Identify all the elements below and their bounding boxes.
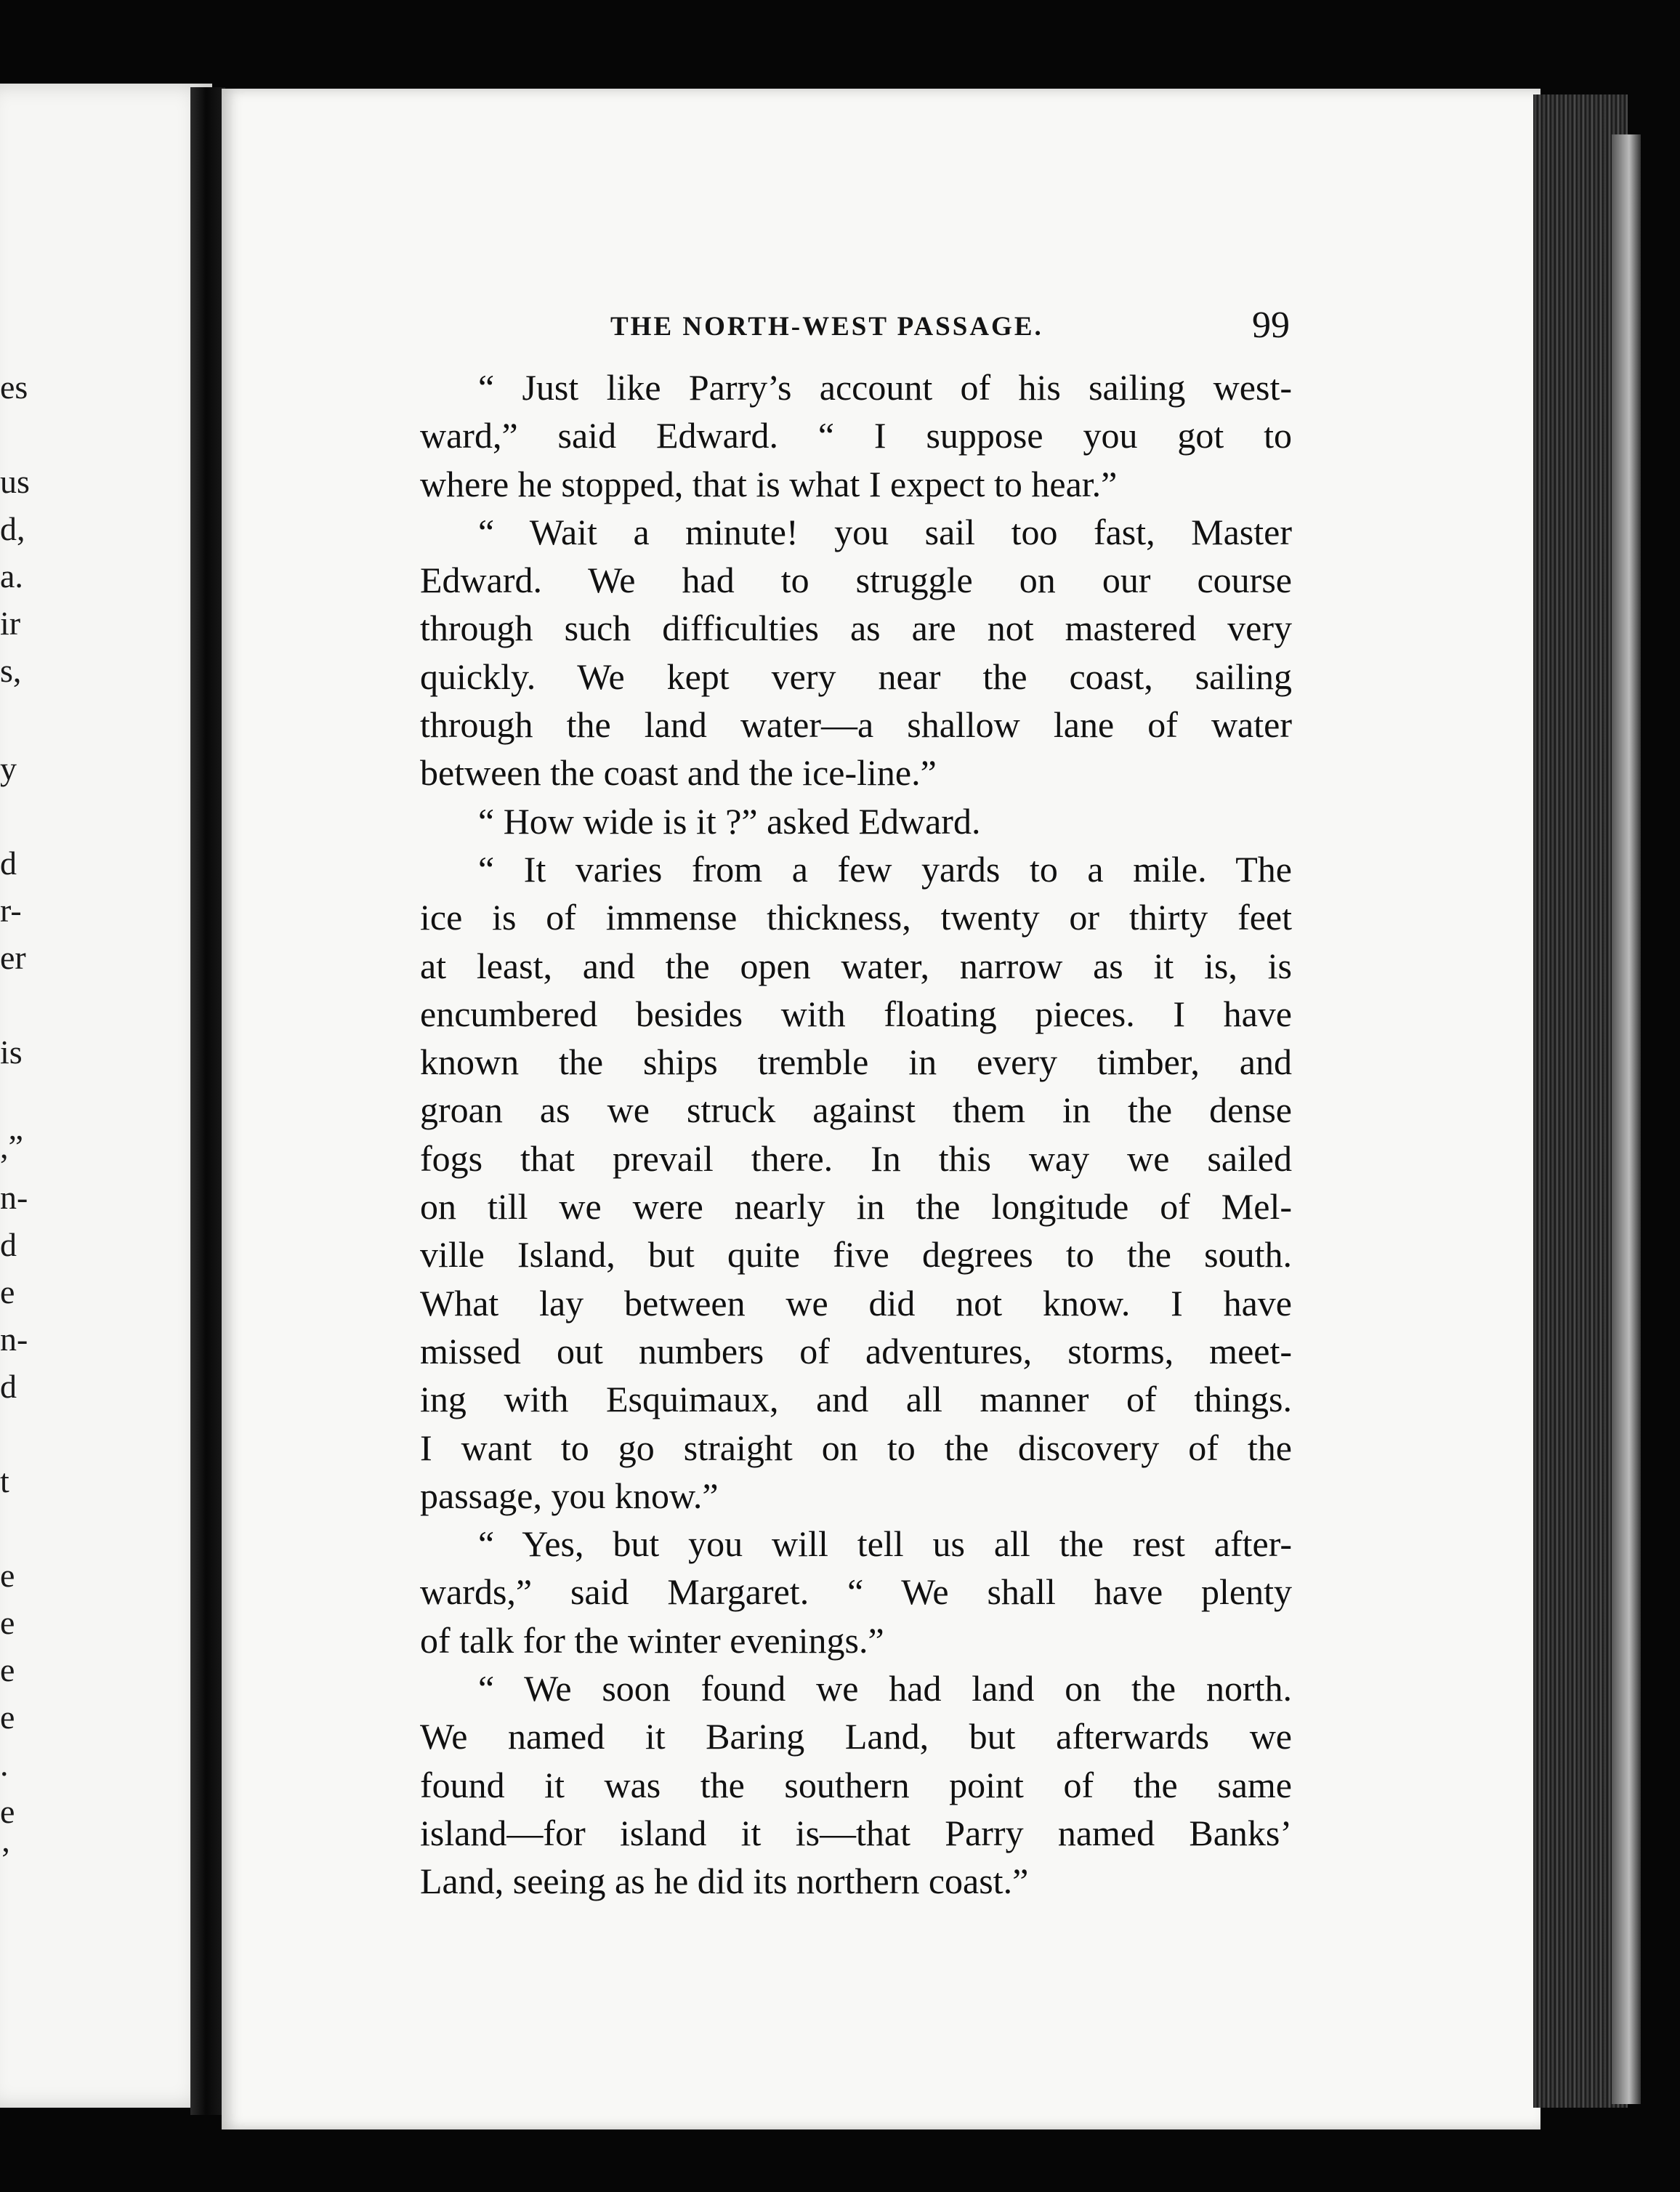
fragment: e	[0, 1699, 15, 1736]
page-edges-highlight	[1612, 134, 1641, 2104]
text-line: quickly. We kept very near the coast, sailing	[420, 656, 1292, 697]
text-line: “ Yes, but you will tell us all the rest after-	[478, 1523, 1292, 1565]
text-line: fogs that prevail there. In this way we sailed	[420, 1137, 1292, 1179]
fragment: a.	[0, 557, 23, 595]
page-header	[421, 304, 1290, 347]
fragment: e	[0, 1651, 15, 1688]
text-line: encumbered besides with floating pieces. I have	[420, 993, 1292, 1034]
text-line: through the land water—a shallow lane of water	[420, 704, 1292, 746]
fragment: n-	[0, 1179, 28, 1216]
fragment: y	[0, 750, 17, 787]
text-line: at least, and the open water, narrow as it is, is	[420, 945, 1292, 986]
text-line: ward,” said Edward. “ I suppose you got to	[420, 415, 1292, 456]
fragment: ir	[0, 605, 21, 642]
book-gutter	[190, 87, 225, 2115]
fragment: ’	[0, 1840, 12, 1877]
text-line: between the coast and the ice-line.”	[420, 752, 937, 794]
text-line: “ Wait a minute! you sail too fast, Master	[478, 511, 1292, 552]
fragment: .	[0, 1746, 9, 1783]
fragment: us	[0, 463, 30, 500]
text-line: groan as we struck against them in the dense	[420, 1089, 1292, 1131]
previous-page	[0, 84, 212, 2108]
fragment: r-	[0, 892, 22, 929]
fragment: e	[0, 1793, 15, 1830]
text-line: “ Just like Parry’s account of his sailing west-	[478, 367, 1292, 408]
fragment: d	[0, 1226, 17, 1263]
text-line: Edward. We had to struggle on our course	[420, 560, 1292, 601]
fragment: n-	[0, 1321, 28, 1358]
text-line: I want to go straight on to the discovery of the	[420, 1427, 1292, 1468]
text-line: ville Island, but quite five degrees to the south.	[420, 1234, 1292, 1276]
fragment: e	[0, 1557, 15, 1594]
text-line: Land, seeing as he did its northern coast.”	[420, 1861, 1029, 1902]
text-line: “ It varies from a few yards to a mile. The	[478, 848, 1292, 890]
text-line: where he stopped, that is what I expect to hear.”	[420, 463, 1118, 504]
fragment: es	[0, 368, 28, 406]
fragment: is	[0, 1033, 23, 1071]
text-line: “ We soon found we had land on the north.	[478, 1668, 1292, 1709]
fragment: s,	[0, 652, 22, 689]
fragment: ,”	[0, 1128, 23, 1165]
text-line: “ How wide is it ?” asked Edward.	[478, 800, 981, 842]
text-line: wards,” said Margaret. “ We shall have plenty	[420, 1571, 1292, 1613]
text-line: island—for island it is—that Parry named Banks’	[420, 1812, 1292, 1853]
text-line: What lay between we did not know. I have	[420, 1282, 1292, 1323]
text-line: ice is of immense thickness, twenty or thirty feet	[420, 897, 1292, 938]
text-line: known the ships tremble in every timber, and	[420, 1041, 1292, 1083]
fragment: d,	[0, 510, 25, 547]
page-number: 99	[1252, 305, 1290, 346]
fragment: er	[0, 939, 26, 976]
fragment: t	[0, 1462, 9, 1499]
fragment: e	[0, 1273, 15, 1310]
text-line: of talk for the winter evenings.”	[420, 1619, 884, 1661]
text-line: passage, you know.”	[420, 1475, 719, 1516]
text-line: ing with Esquimaux, and all manner of things.	[420, 1379, 1292, 1420]
fragment: e	[0, 1604, 15, 1641]
fragment: d	[0, 1368, 17, 1405]
text-line: missed out numbers of adventures, storms, meet-	[420, 1330, 1292, 1371]
text-line: We named it Baring Land, but afterwards we	[420, 1716, 1292, 1757]
running-title: THE NORTH-WEST PASSAGE.	[610, 312, 1043, 342]
text-line: through such difficulties as are not mastered very	[420, 608, 1292, 649]
body-text	[420, 363, 1292, 1906]
fragment: d	[0, 845, 17, 882]
text-line: found it was the southern point of the same	[420, 1764, 1292, 1805]
text-line: on till we were nearly in the longitude of Mel-	[420, 1186, 1292, 1228]
